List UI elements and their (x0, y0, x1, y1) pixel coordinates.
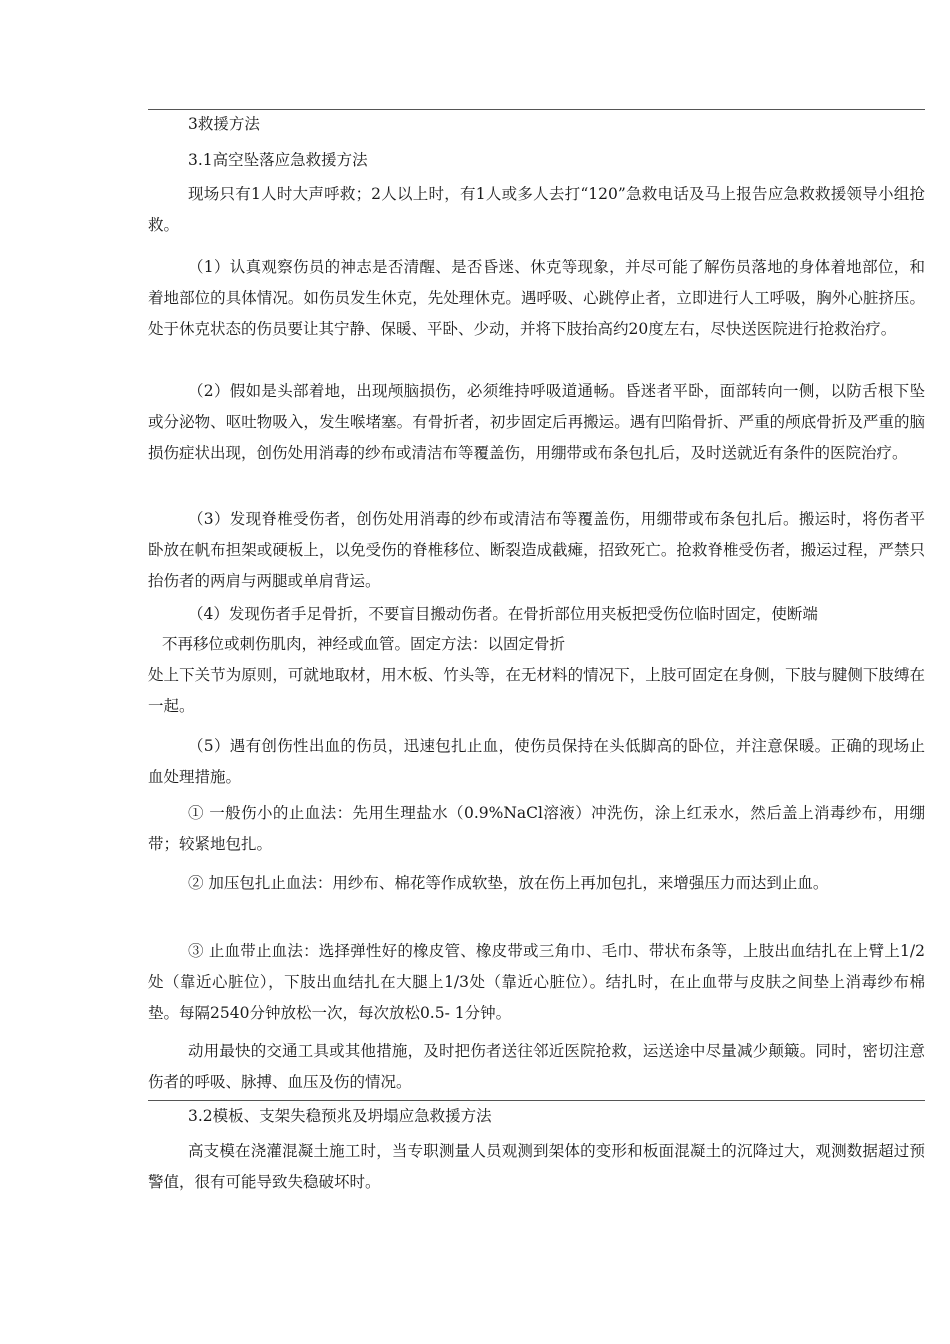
method-tourniquet: ③ 止血带止血法：选择弹性好的橡皮管、橡皮带或三角巾、毛巾、带状布条等，上肢出血结扎在上臂上1/2处（靠近心脏位），下肢出血结扎在大腿上1/3处（靠近心脏位）。结扎时，在止血带与皮肤之间垫上消毒纱布棉垫。每隔2540分钟放松一次，每次放松0.5- 1分钟。 (148, 942, 925, 1022)
paragraph-item-4-continued: 处上下关节为原则，可就地取材，用木板、竹头等，在无材料的情况下，上肢可固定在身侧，下肢与腱侧下肢缚在一起。 (148, 666, 925, 715)
paragraph-formwork: 高支模在浇灌混凝土施工时，当专职测量人员观测到架体的变形和板面混凝土的沉降过大，观测数据超过预警值，很有可能导致失稳破坏时。 (148, 1142, 925, 1191)
section-heading-3-2: 3.2模板、支架失稳预兆及坍塌应急救援方法 (188, 1107, 492, 1125)
top-rule (148, 109, 925, 110)
section-rule (148, 1100, 925, 1101)
method-pressure-bandage: ② 加压包扎止血法：用纱布、棉花等作成软垫，放在伤上再加包扎，来增强压力而达到止血。 (188, 874, 829, 892)
paragraph-item-2: （2）假如是头部着地，出现颅脑损伤，必须维持呼吸道通畅。昏迷者平卧，面部转向一侧，以防舌根下坠或分泌物、呕吐物吸入，发生喉堵塞。有骨折者，初步固定后再搬运。遇有凹陷骨折、严重的颅底骨折及严重的脑损伤症状出现，创伤处用消毒的纱布或清洁布等覆盖伤，用绷带或布条包扎后，及时送就近有条件的医院治疗。 (148, 382, 925, 462)
paragraph-call-for-help: 现场只有1人时大声呼救；2人以上时，有1人或多人去打“120”急救电话及马上报告应急救救援领导小组抢救。 (148, 185, 925, 234)
paragraph-item-5: （5）遇有创伤性出血的伤员，迅速包扎止血，使伤员保持在头低脚高的卧位，并注意保暖。正确的现场止血处理措施。 (148, 737, 925, 786)
method-general-hemostasis: ① 一般伤小的止血法：先用生理盐水（0.9%NaCl溶液）冲洗伤，涂上红汞水，然后盖上消毒纱布，用绷带；较紧地包扎。 (148, 804, 925, 853)
paragraph-item-1: （1）认真观察伤员的神志是否清醒、是否昏迷、休克等现象，并尽可能了解伤员落地的身体着地部位，和着地部位的具体情况。如伤员发生休克，先处理休克。遇呼吸、心跳停止者，立即进行人工呼吸，胸外心脏挤压。处于休克状态的伤员要让其宁静、保暖、平卧、少动，并将下肢抬高约20度左右，尽快送医院进行抢救治疗。 (148, 258, 925, 338)
paragraph-item-3: （3）发现脊椎受伤者，创伤处用消毒的纱布或清洁布等覆盖伤，用绷带或布条包扎后。搬运时，将伤者平卧放在帆布担架或硬板上，以免受伤的脊椎移位、断裂造成截瘫，招致死亡。抢救脊椎受伤者，搬运过程，严禁只抬伤者的两肩与两腿或单肩背运。 (148, 510, 925, 590)
paragraph-item-4-line-2: 不再移位或刺伤肌肉，神经或血管。固定方法：以固定骨折 (162, 635, 566, 653)
paragraph-item-4-line-1: （4）发现伤者手足骨折，不要盲目搬动伤者。在骨折部位用夹板把受伤位临时固定，使断端 (188, 605, 818, 623)
section-heading-3-1: 3.1高空坠落应急救援方法 (188, 151, 368, 169)
paragraph-transport: 动用最快的交通工具或其他措施，及时把伤者送往邻近医院抢救，运送途中尽量减少颠簸。同时，密切注意伤者的呼吸、脉搏、血压及伤的情况。 (148, 1042, 925, 1091)
section-heading-3: 3救援方法 (188, 115, 260, 133)
